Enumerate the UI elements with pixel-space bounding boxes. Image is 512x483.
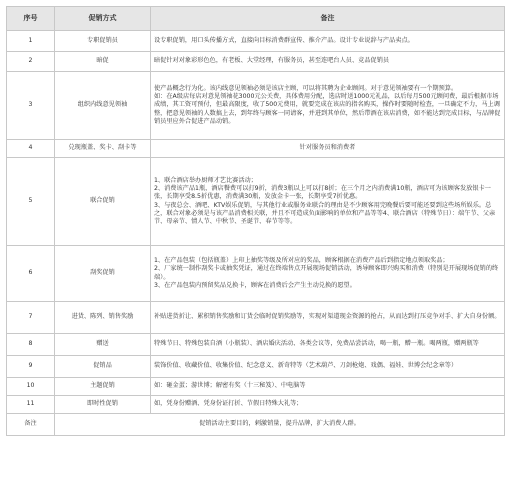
row-index: 3 [7, 72, 55, 140]
row-promotion-type: 组织内线意见领袖 [55, 72, 151, 140]
remark-line: 1、联合酒店举办厨师才艺比赛活动； [154, 176, 257, 184]
remark-line: 1、在产品包装（包括瓶盖）上印上抽奖等级及所对应的奖品，顾客根据在消费产品后到指定地点领取奖品； [154, 257, 449, 265]
row-index: 9 [7, 356, 55, 378]
row-index: 4 [7, 140, 55, 158]
row-remarks [151, 31, 505, 52]
row-remarks [151, 302, 505, 334]
table-header-row [7, 7, 505, 31]
table-row [7, 52, 505, 72]
row-index: 7 [7, 302, 55, 334]
remark-line: 3、与夜总会、酒吧、KTV娱乐促销，与其他行业或服务业联合的理由是不少顾客用完晚餐后要可能还要到这些场所娱乐。总之，联合对象必须是与该产品消费相关联，并且不可造成负面影响的单位和产品等等4、联合酒店（特殊节日）：端午节、父亲节、母亲节、情人节、中秋节、圣诞节、春节等等。 [154, 201, 496, 225]
footer-text: 促销活动主要目的，刺激销量，提升品牌，扩大消费人群。 [55, 414, 505, 436]
row-promotion-type: 即时性促销 [55, 396, 151, 414]
row-remarks [151, 396, 505, 414]
row-index: 2 [7, 52, 55, 72]
remark-line: 3、在产品包装内预留奖品兑换卡，顾客在消费后会产生主动兑换的愿望。 [154, 281, 356, 289]
row-promotion-type: 促销品 [55, 356, 151, 378]
table-row [7, 31, 505, 52]
promotion-table [6, 6, 505, 436]
row-index: 1 [7, 31, 55, 52]
remark-line: 如：砸金蛋；游世博；解密有奖（十三秘笈）、中电脑等 [154, 382, 306, 390]
table-row [7, 140, 505, 158]
row-remarks [151, 356, 505, 378]
table-body [7, 31, 505, 436]
row-promotion-type: 主题促销 [55, 378, 151, 396]
row-remarks [151, 140, 505, 158]
remark-line: 如：在A级店每店对意见领袖花3000元公关费，具体费用分配，选店时送1000元礼品，以后每月500元顾问费，最后根据市场成绩，其工资可预付，但最高限度，收了500元费用，就要完成在该店的指名购买，操作时要随时检查，一旦确定不力，马上调整，把意见领袖的人数搞上去，到年终与顾客一同请客，并进到其单位，然后带酒在该店消费，如不能达到完成目标，与品牌促销员里应外合促进产品动销。 [154, 93, 501, 125]
row-promotion-type: 兑现瓶盖、奖卡、刮卡等 [55, 140, 151, 158]
table-row [7, 356, 505, 378]
table-row [7, 158, 505, 246]
row-index: 6 [7, 246, 55, 302]
header-promotion-type: 促销方式 [55, 7, 151, 31]
row-remarks [151, 246, 505, 302]
row-remarks [151, 334, 505, 356]
table-row [7, 378, 505, 396]
row-remarks [151, 52, 505, 72]
row-promotion-type: 暗促 [55, 52, 151, 72]
footer-label: 备注 [7, 414, 55, 436]
remark-line: 特殊节日、特殊包装自酒（小瓶装）、酒店婚庆活动、各类会议等，免费品尝活动，喝一瓶，赠一瓶。喝两瓶，赠两瓶等 [154, 340, 479, 348]
row-promotion-type: 赠送 [55, 334, 151, 356]
remark-line: 如，凭身份赠酒、凭身份证打折、节假日特殊大礼等； [154, 400, 303, 408]
row-promotion-type: 联合促销 [55, 158, 151, 246]
row-index: 5 [7, 158, 55, 246]
remark-line: 装饰价值、收藏价值、收集价值、纪念意义、新奇特等（艺术葫芦、刀剑枪炮、戏偶、福娃、世博会纪念章等） [154, 362, 458, 370]
row-promotion-type: 进货、陈列、销售奖励 [55, 302, 151, 334]
remark-line: 暗促针对对象彩形色色，有老板、大堂经理，有服务员，甚至连吧台人员、竞品促销员 [154, 57, 390, 65]
header-remarks: 备注 [151, 7, 505, 31]
table-row [7, 302, 505, 334]
footer-row [7, 414, 505, 436]
table-row [7, 72, 505, 140]
table-row [7, 396, 505, 414]
row-index: 11 [7, 396, 55, 414]
row-remarks [151, 72, 505, 140]
row-remarks [151, 158, 505, 246]
remark-line: 针对服务员和消费者 [299, 144, 356, 152]
row-promotion-type: 专职促销员 [55, 31, 151, 52]
row-index: 10 [7, 378, 55, 396]
row-index: 8 [7, 334, 55, 356]
table-row [7, 334, 505, 356]
row-promotion-type: 刮奖促销 [55, 246, 151, 302]
header-index: 序号 [7, 7, 55, 31]
row-remarks [151, 378, 505, 396]
remark-line: 设专职促销，用口头传播方式，直接向目标消费群宣传、推介产品。设计专业说辞与产品卖点。 [154, 36, 414, 44]
remark-line: 使产品概念行为化。该内线意见领袖必须是该店主顾，可以将其聘为企业顾问。对于意见领袖要有一个期预算。 [154, 84, 458, 92]
remark-line: 2、消费该产品1瓶，酒店餐费可以打9折，消费3瓶以上可以打8折；在三个月之内消费满10瓶，酒店可为该顾客发放银卡一张，长期享受8.5折优惠，消费满30瓶，发放金卡一张，长期享受7折优惠。 [154, 185, 491, 201]
table-row [7, 246, 505, 302]
remark-line: 补贴进货折让、累积销售奖励和订货会临时促销奖励等，实现对渠道现金资源的抢占，从而达到打压竞争对手、扩大自身份额。 [154, 313, 501, 321]
remark-line: 2、厂家统一制作刮奖卡或抽奖凭证，通过在终端售点开展现场促销活动，诱导顾客即兴购买和消费（特别是开展现场促销的终端）。 [154, 265, 499, 281]
